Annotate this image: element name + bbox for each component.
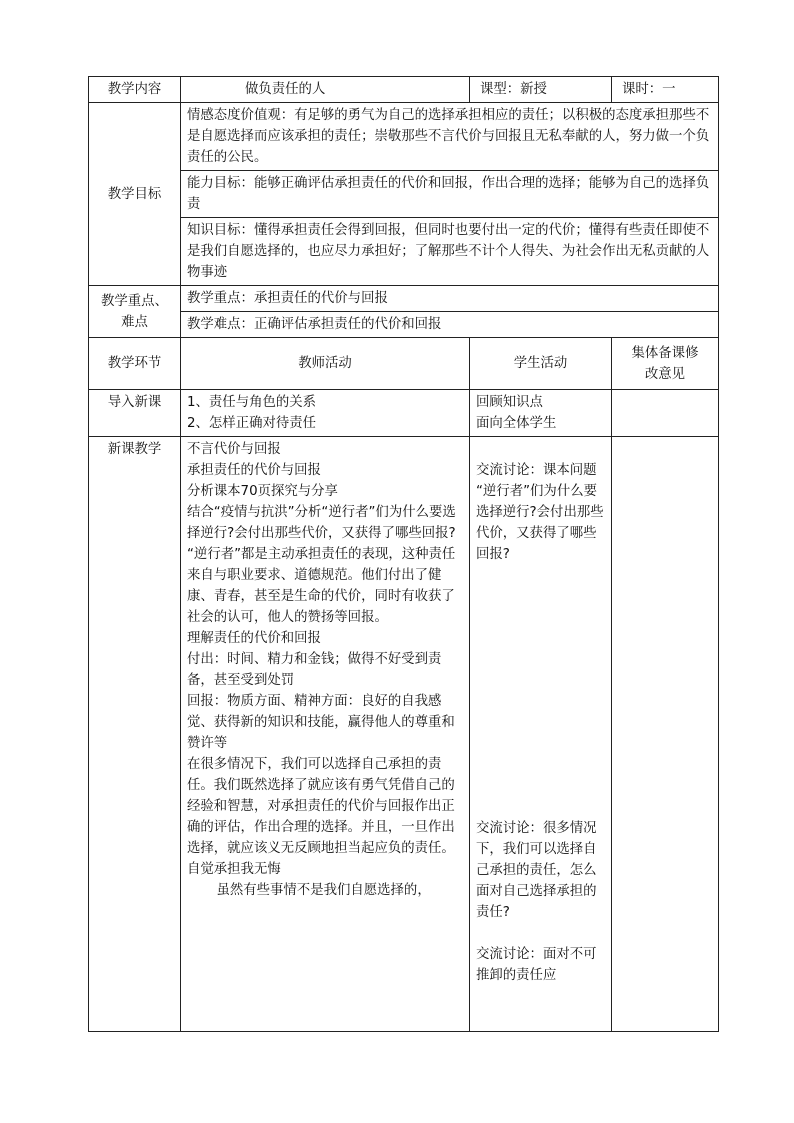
key-points-label: 教学重点、难点 (89, 286, 181, 338)
teacher-line: 不言代价与回报 (187, 442, 281, 457)
new-lesson-student-cell (470, 437, 612, 1032)
col-notes: 集体备课修改意见 (612, 338, 719, 390)
column-header-row (89, 338, 719, 390)
teacher-line: “逆行者”都是主动承担责任的表现，这种责任来自与职业要求、道德规范。他们付出了健康、青春，甚至是生命的代价，同时有收获了社会的认可，他人的赞扬等回报。 (187, 547, 456, 625)
col-student: 学生活动 (470, 338, 612, 390)
teacher-line: 在很多情况下，我们可以选择自己承担的责任。我们既然选择了就应该有勇气凭借自己的经验和智慧，对承担责任的代价与回报作出正确的评估，作出合理的选择。并且，一旦作出选择，就应该义无反顾地担当起应负的责任。 (187, 757, 455, 856)
teacher-line: 分析课本70页探究与分享 (187, 484, 338, 499)
goal-row-ability (89, 171, 719, 218)
intro-row (89, 390, 719, 437)
new-lesson-notes-cell (612, 437, 719, 1032)
goal-emotion: 情感态度价值观：有足够的勇气为自己的选择承担相应的责任；以积极的态度承担那些不是自愿选择而应该承担的责任；崇敬那些不言代价与回报且无私奉献的人，努力做一个负责任的公民。 (181, 103, 719, 171)
intro-notes-cell (612, 390, 719, 437)
lesson-title: 做负责任的人 (181, 77, 470, 103)
new-lesson-teacher-cell (181, 437, 470, 1032)
key-row-difficulty (89, 312, 719, 338)
lesson-type: 课型：新授 (470, 77, 612, 103)
col-teacher: 教师活动 (181, 338, 470, 390)
intro-teacher-line: 1、责任与角色的关系 (187, 395, 317, 410)
teacher-line: 虽然有些事情不是我们自愿选择的， (216, 883, 431, 898)
teacher-line: 理解责任的代价和回报 (187, 631, 321, 646)
header-row (89, 77, 719, 103)
intro-teacher-line: 2、怎样正确对待责任 (187, 416, 317, 431)
intro-student-line: 回顾知识点 (476, 395, 543, 410)
goal-row-knowledge (89, 218, 719, 286)
student-line: “逆行者”们为什么要选择逆行?会付出那些代价，又获得了哪些回报? (476, 484, 604, 562)
student-line: 交流讨论：很多情况下，我们可以选择自己承担的责任，怎么面对自己选择承担的责任? (476, 821, 597, 920)
goal-row-emotion (89, 103, 719, 171)
goals-label: 教学目标 (89, 103, 181, 286)
new-lesson-stage: 新课教学 (89, 437, 181, 1032)
goal-knowledge: 知识目标：懂得承担责任会得到回报，但同时也要付出一定的代价；懂得有些责任即使不是我们自愿选择的，也应尽力承担好；了解那些不计个人得失、为社会作出无私贡献的人物事迹 (181, 218, 719, 286)
intro-stage: 导入新课 (89, 390, 181, 437)
new-lesson-row (89, 437, 719, 1032)
teacher-line: 结合“疫情与抗洪”分析“逆行者”们为什么要选择逆行?会付出那些代价，又获得了哪些回报? (187, 505, 456, 541)
goal-ability: 能力目标：能够正确评估承担责任的代价和回报，作出合理的选择；能够为自己的选择负责 (181, 171, 719, 218)
content-label: 教学内容 (89, 77, 181, 103)
intro-student-cell (470, 390, 612, 437)
teacher-line: 承担责任的代价与回报 (187, 463, 321, 478)
student-line: 交流讨论：面对不可推卸的责任应 (476, 947, 597, 983)
key-row-focus (89, 286, 719, 312)
key-focus: 教学重点：承担责任的代价与回报 (181, 286, 719, 312)
teacher-line: 付出：时间、精力和金钱；做得不好受到责备，甚至受到处罚 (187, 652, 442, 688)
col-stage: 教学环节 (89, 338, 181, 390)
intro-student-line: 面向全体学生 (476, 416, 557, 431)
lesson-hours: 课时：一 (612, 77, 719, 103)
lesson-plan-table (88, 76, 719, 1032)
intro-teacher-cell (181, 390, 470, 437)
teacher-line: 自觉承担我无悔 (187, 862, 281, 877)
student-line: 交流讨论：课本问题 (476, 463, 597, 478)
teacher-line: 回报：物质方面、精神方面：良好的自我感觉、获得新的知识和技能，赢得他人的尊重和赞许等 (187, 694, 455, 751)
key-difficulty: 教学难点：正确评估承担责任的代价和回报 (181, 312, 719, 338)
